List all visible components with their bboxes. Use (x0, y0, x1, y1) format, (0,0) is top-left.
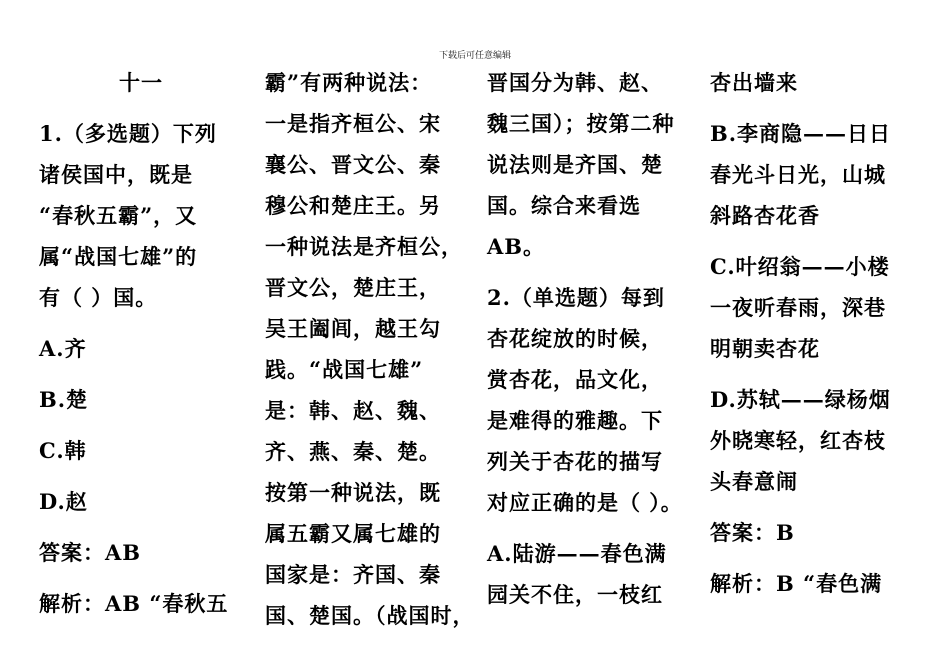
option-b: B.李商隐——日日 (710, 121, 892, 146)
analysis-text-line: 晋国分为韩、赵、 (487, 70, 663, 95)
question-text-line: “春秋五霸”，又 (39, 203, 198, 228)
option-b: 春光斗日光，山城 (710, 162, 886, 187)
analysis-text-line: 襄公、晋文公、秦 (265, 152, 441, 177)
option-c: C.韩 (39, 438, 87, 463)
analysis-text-line: 穆公和楚庄王。另 (265, 193, 441, 218)
analysis-text-line: 晋文公，楚庄王， (265, 275, 441, 300)
analysis-text-line: 国、楚国。（战国时， (265, 603, 475, 628)
option-c: C.叶绍翁——小楼 (710, 254, 890, 279)
analysis-text-line: 一种说法是齐桓公， (265, 234, 463, 259)
question-text-line: 对应正确的是（ ）。 (487, 490, 683, 515)
question-text-line: 有（ ）国。 (39, 285, 158, 310)
text-column-2 (265, 62, 475, 636)
option-d: D.赵 (39, 489, 88, 514)
text-column-4 (710, 62, 891, 604)
question-text-line: 杏花绽放的时候， (487, 326, 663, 351)
question-text-line: 1.（多选题）下列 (39, 121, 217, 146)
text-column-3 (487, 62, 683, 615)
analysis-text-line: 霸”有两种说法： (265, 70, 433, 95)
question-text-line: 列关于杏花的描写 (487, 449, 663, 474)
analysis-text-line: 国。综合来看选 (487, 193, 641, 218)
answer-line: 答案：B (710, 520, 795, 545)
analysis-line: 解析：B “春色满 (710, 571, 883, 596)
section-title: 十一 (119, 70, 163, 95)
question-text-line: 属“战国七雄”的 (39, 244, 198, 269)
analysis-text-line: AB。 (487, 234, 546, 259)
option-d: 头春意闹 (710, 469, 798, 494)
analysis-text-line: 践。“战国七雄” (265, 357, 424, 382)
option-a: A.陆游——春色满 (487, 541, 667, 566)
question-text-line: 诸侯国中，既是 (39, 162, 193, 187)
option-b: 斜路杏花香 (710, 203, 820, 228)
option-b: B.楚 (39, 387, 89, 412)
option-d: D.苏轼——绿杨烟 (710, 387, 891, 412)
analysis-text-line: 魏三国）；按第二种 (487, 111, 675, 136)
option-c: 明朝卖杏花 (710, 336, 820, 361)
analysis-text-line: 按第一种说法，既 (265, 480, 441, 505)
answer-line: 答案：AB (39, 540, 142, 565)
option-d: 外晓寒轻，红杏枝 (710, 428, 886, 453)
analysis-text-line: 齐、燕、秦、楚。 (265, 439, 441, 464)
question-text-line: 赏杏花，品文化， (487, 367, 663, 392)
analysis-text-line: 是：韩、赵、魏、 (265, 398, 441, 423)
analysis-text-line: 属五霸又属七雄的 (265, 521, 441, 546)
question-text-line: 2.（单选题）每到 (487, 285, 665, 310)
option-a: 园关不住，一枝红 (487, 582, 663, 607)
option-c: 一夜听春雨，深巷 (710, 295, 886, 320)
question-text-line: 是难得的雅趣。下 (487, 408, 663, 433)
option-a: 杏出墙来 (710, 70, 798, 95)
analysis-text-line: 国家是：齐国、秦 (265, 562, 441, 587)
analysis-text-line: 说法则是齐国、楚 (487, 152, 663, 177)
analysis-text-line: 吴王阖闾，越王勾 (265, 316, 441, 341)
analysis-text-line: 一是指齐桓公、宋 (265, 111, 441, 136)
page-header: 下载后可任意编辑 (438, 51, 511, 61)
option-a: A.齐 (39, 336, 87, 361)
analysis-line: 解析：AB “春秋五 (39, 591, 229, 616)
text-column-1 (39, 62, 228, 624)
